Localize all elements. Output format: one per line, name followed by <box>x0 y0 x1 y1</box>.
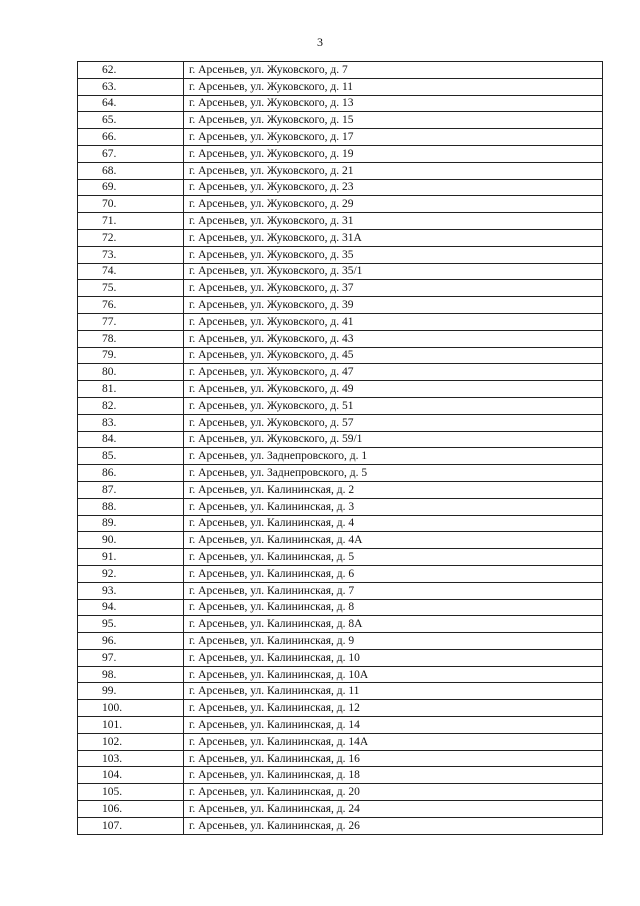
row-number-cell: 83. <box>78 414 184 431</box>
row-number-cell: 74. <box>78 263 184 280</box>
table-row <box>78 599 603 616</box>
table-row <box>78 633 603 650</box>
row-number-cell: 100. <box>78 700 184 717</box>
address-cell: г. Арсеньев, ул. Калининская, д. 5 <box>184 549 603 566</box>
table-row <box>78 565 603 582</box>
table-row <box>78 196 603 213</box>
address-cell: г. Арсеньев, ул. Калининская, д. 2 <box>184 481 603 498</box>
table-row <box>78 162 603 179</box>
row-number-cell: 107. <box>78 817 184 834</box>
address-cell: г. Арсеньев, ул. Жуковского, д. 37 <box>184 280 603 297</box>
row-number-cell: 105. <box>78 784 184 801</box>
row-number-cell: 98. <box>78 666 184 683</box>
table-row <box>78 666 603 683</box>
table-row <box>78 717 603 734</box>
table-row <box>78 347 603 364</box>
address-cell: г. Арсеньев, ул. Калининская, д. 4 <box>184 515 603 532</box>
row-number-cell: 72. <box>78 229 184 246</box>
address-cell: г. Арсеньев, ул. Жуковского, д. 47 <box>184 364 603 381</box>
table-row <box>78 313 603 330</box>
address-cell: г. Арсеньев, ул. Жуковского, д. 23 <box>184 179 603 196</box>
table-row <box>78 481 603 498</box>
address-cell: г. Арсеньев, ул. Жуковского, д. 31А <box>184 229 603 246</box>
row-number-cell: 68. <box>78 162 184 179</box>
table-row <box>78 78 603 95</box>
row-number-cell: 104. <box>78 767 184 784</box>
row-number-cell: 89. <box>78 515 184 532</box>
table-row <box>78 297 603 314</box>
table-row <box>78 683 603 700</box>
row-number-cell: 79. <box>78 347 184 364</box>
address-cell: г. Арсеньев, ул. Жуковского, д. 29 <box>184 196 603 213</box>
table-row <box>78 330 603 347</box>
row-number-cell: 101. <box>78 717 184 734</box>
address-cell: г. Арсеньев, ул. Калининская, д. 24 <box>184 801 603 818</box>
row-number-cell: 106. <box>78 801 184 818</box>
table-row <box>78 213 603 230</box>
table-row <box>78 179 603 196</box>
table-row <box>78 733 603 750</box>
row-number-cell: 81. <box>78 381 184 398</box>
row-number-cell: 92. <box>78 565 184 582</box>
table-row <box>78 414 603 431</box>
row-number-cell: 77. <box>78 313 184 330</box>
row-number-cell: 69. <box>78 179 184 196</box>
row-number-cell: 95. <box>78 616 184 633</box>
table-row <box>78 381 603 398</box>
row-number-cell: 96. <box>78 633 184 650</box>
address-table-body <box>78 62 603 835</box>
table-row <box>78 145 603 162</box>
address-table <box>77 61 603 835</box>
row-number-cell: 99. <box>78 683 184 700</box>
address-cell: г. Арсеньев, ул. Калининская, д. 16 <box>184 750 603 767</box>
address-cell: г. Арсеньев, ул. Калининская, д. 7 <box>184 582 603 599</box>
table-row <box>78 129 603 146</box>
address-cell: г. Арсеньев, ул. Калининская, д. 26 <box>184 817 603 834</box>
table-row <box>78 364 603 381</box>
row-number-cell: 66. <box>78 129 184 146</box>
address-cell: г. Арсеньев, ул. Жуковского, д. 11 <box>184 78 603 95</box>
table-row <box>78 784 603 801</box>
address-cell: г. Арсеньев, ул. Жуковского, д. 57 <box>184 414 603 431</box>
table-row <box>78 431 603 448</box>
table-row <box>78 246 603 263</box>
row-number-cell: 85. <box>78 448 184 465</box>
row-number-cell: 62. <box>78 62 184 79</box>
table-row <box>78 498 603 515</box>
address-cell: г. Арсеньев, ул. Калининская, д. 9 <box>184 633 603 650</box>
row-number-cell: 76. <box>78 297 184 314</box>
table-row <box>78 280 603 297</box>
row-number-cell: 82. <box>78 397 184 414</box>
table-row <box>78 397 603 414</box>
row-number-cell: 70. <box>78 196 184 213</box>
table-row <box>78 62 603 79</box>
row-number-cell: 94. <box>78 599 184 616</box>
address-cell: г. Арсеньев, ул. Жуковского, д. 31 <box>184 213 603 230</box>
table-row <box>78 448 603 465</box>
address-cell: г. Арсеньев, ул. Калининская, д. 8А <box>184 616 603 633</box>
table-row <box>78 767 603 784</box>
row-number-cell: 75. <box>78 280 184 297</box>
row-number-cell: 71. <box>78 213 184 230</box>
address-cell: г. Арсеньев, ул. Калининская, д. 10А <box>184 666 603 683</box>
address-cell: г. Арсеньев, ул. Калининская, д. 14А <box>184 733 603 750</box>
table-row <box>78 700 603 717</box>
address-cell: г. Арсеньев, ул. Калининская, д. 8 <box>184 599 603 616</box>
table-row <box>78 95 603 112</box>
row-number-cell: 97. <box>78 649 184 666</box>
row-number-cell: 91. <box>78 549 184 566</box>
address-cell: г. Арсеньев, ул. Жуковского, д. 21 <box>184 162 603 179</box>
table-row <box>78 817 603 834</box>
address-cell: г. Арсеньев, ул. Жуковского, д. 35 <box>184 246 603 263</box>
row-number-cell: 64. <box>78 95 184 112</box>
address-cell: г. Арсеньев, ул. Жуковского, д. 7 <box>184 62 603 79</box>
row-number-cell: 87. <box>78 481 184 498</box>
address-cell: г. Арсеньев, ул. Жуковского, д. 15 <box>184 112 603 129</box>
table-row <box>78 112 603 129</box>
address-cell: г. Арсеньев, ул. Заднепровского, д. 1 <box>184 448 603 465</box>
row-number-cell: 65. <box>78 112 184 129</box>
address-cell: г. Арсеньев, ул. Калининская, д. 10 <box>184 649 603 666</box>
row-number-cell: 63. <box>78 78 184 95</box>
table-row <box>78 750 603 767</box>
address-cell: г. Арсеньев, ул. Жуковского, д. 49 <box>184 381 603 398</box>
page-number: 3 <box>317 35 323 49</box>
address-cell: г. Арсеньев, ул. Калининская, д. 20 <box>184 784 603 801</box>
row-number-cell: 67. <box>78 145 184 162</box>
table-row <box>78 515 603 532</box>
row-number-cell: 73. <box>78 246 184 263</box>
address-cell: г. Арсеньев, ул. Калининская, д. 14 <box>184 717 603 734</box>
table-row <box>78 465 603 482</box>
address-cell: г. Арсеньев, ул. Жуковского, д. 41 <box>184 313 603 330</box>
row-number-cell: 88. <box>78 498 184 515</box>
address-cell: г. Арсеньев, ул. Жуковского, д. 39 <box>184 297 603 314</box>
address-cell: г. Арсеньев, ул. Жуковского, д. 51 <box>184 397 603 414</box>
table-row <box>78 532 603 549</box>
row-number-cell: 86. <box>78 465 184 482</box>
table-row <box>78 582 603 599</box>
table-row <box>78 229 603 246</box>
row-number-cell: 78. <box>78 330 184 347</box>
row-number-cell: 93. <box>78 582 184 599</box>
row-number-cell: 90. <box>78 532 184 549</box>
address-cell: г. Арсеньев, ул. Калининская, д. 12 <box>184 700 603 717</box>
address-cell: г. Арсеньев, ул. Жуковского, д. 59/1 <box>184 431 603 448</box>
address-cell: г. Арсеньев, ул. Калининская, д. 6 <box>184 565 603 582</box>
row-number-cell: 84. <box>78 431 184 448</box>
table-row <box>78 801 603 818</box>
table-row <box>78 616 603 633</box>
address-cell: г. Арсеньев, ул. Калининская, д. 4А <box>184 532 603 549</box>
table-row <box>78 263 603 280</box>
address-cell: г. Арсеньев, ул. Калининская, д. 11 <box>184 683 603 700</box>
address-cell: г. Арсеньев, ул. Жуковского, д. 19 <box>184 145 603 162</box>
address-cell: г. Арсеньев, ул. Заднепровского, д. 5 <box>184 465 603 482</box>
row-number-cell: 80. <box>78 364 184 381</box>
address-cell: г. Арсеньев, ул. Калининская, д. 18 <box>184 767 603 784</box>
address-cell: г. Арсеньев, ул. Жуковского, д. 13 <box>184 95 603 112</box>
table-row <box>78 549 603 566</box>
row-number-cell: 103. <box>78 750 184 767</box>
address-cell: г. Арсеньев, ул. Жуковского, д. 35/1 <box>184 263 603 280</box>
address-cell: г. Арсеньев, ул. Жуковского, д. 45 <box>184 347 603 364</box>
table-row <box>78 649 603 666</box>
address-cell: г. Арсеньев, ул. Жуковского, д. 43 <box>184 330 603 347</box>
address-cell: г. Арсеньев, ул. Жуковского, д. 17 <box>184 129 603 146</box>
address-cell: г. Арсеньев, ул. Калининская, д. 3 <box>184 498 603 515</box>
row-number-cell: 102. <box>78 733 184 750</box>
